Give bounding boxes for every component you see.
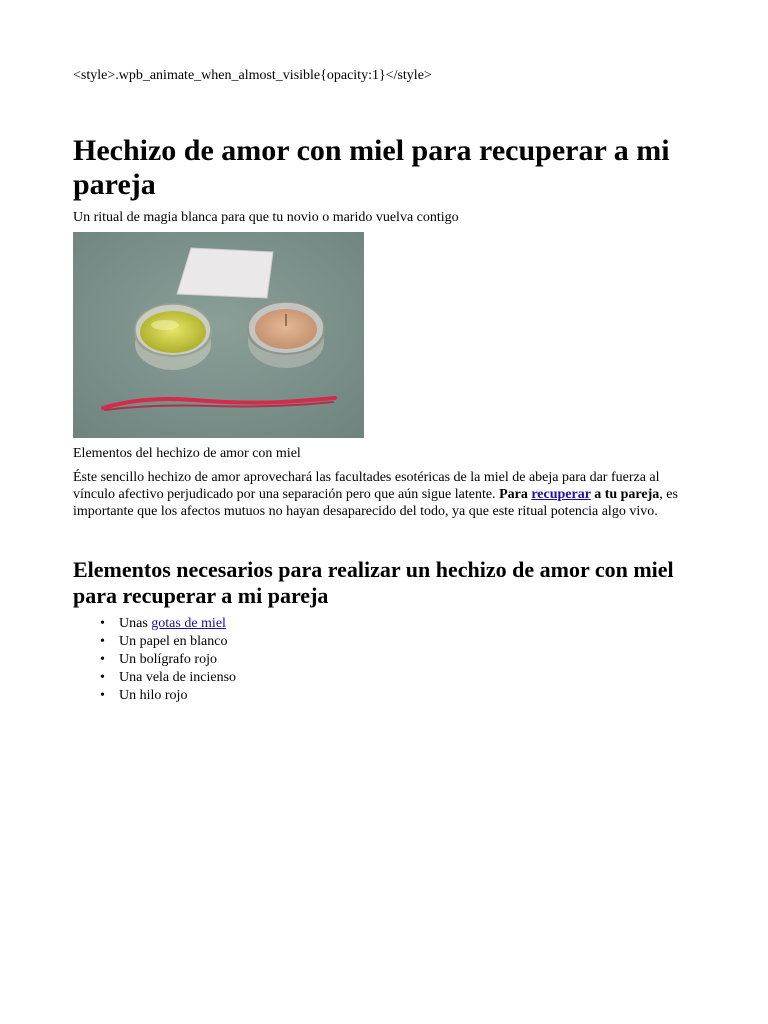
intro-text-2: , es importante que los afectos mutuos no hayan desaparecido del todo, ya que este ritual potencia algo vivo. bbox=[73, 487, 678, 519]
bullet-icon: • bbox=[100, 670, 105, 685]
section-heading: Elementos necesarios para realizar un hechizo de amor con miel para recuperar a mi pareja bbox=[73, 557, 674, 608]
list-item-text: Un papel en blanco bbox=[119, 634, 228, 649]
article-subtitle: Un ritual de magia blanca para que tu novio o marido vuelva contigo bbox=[73, 210, 459, 225]
intro-bold-2: a tu pareja bbox=[590, 487, 660, 502]
bullet-icon: • bbox=[100, 616, 105, 631]
list-item bbox=[73, 633, 236, 651]
bullet-icon: • bbox=[100, 652, 105, 667]
intro-text-1: Éste sencillo hechizo de amor aprovechará las facultades esotéricas de la miel de abeja para dar fuerza al vínculo afectivo perjudicado por una separación pero que aún sigue latente. bbox=[73, 470, 660, 502]
list-item bbox=[73, 615, 236, 633]
list-item-text: Un bolígrafo rojo bbox=[119, 652, 217, 667]
list-item-prefix: Unas bbox=[119, 616, 152, 631]
ingredients-list bbox=[73, 615, 236, 705]
list-item-text: Un hilo rojo bbox=[119, 688, 188, 703]
list-item bbox=[73, 669, 236, 687]
image-caption: Elementos del hechizo de amor con miel bbox=[73, 446, 301, 461]
candle-dish bbox=[248, 302, 324, 368]
article-title: Hechizo de amor con miel para recuperar a mi pareja bbox=[73, 134, 670, 201]
honey-dish bbox=[135, 304, 211, 370]
intro-paragraph bbox=[73, 469, 688, 520]
blank-paper bbox=[177, 248, 273, 298]
ritual-elements-photo bbox=[73, 232, 364, 438]
intro-bold-1: Para bbox=[499, 487, 532, 502]
list-item bbox=[73, 651, 236, 669]
bullet-icon: • bbox=[100, 634, 105, 649]
list-item-text: Una vela de incienso bbox=[119, 670, 237, 685]
raw-style-text: <style>.wpb_animate_when_almost_visible{opacity:1}</style> bbox=[73, 68, 432, 83]
gotas-de-miel-link[interactable]: gotas de miel bbox=[151, 616, 226, 631]
bullet-icon: • bbox=[100, 688, 105, 703]
list-item bbox=[73, 687, 236, 705]
recuperar-link[interactable]: recuperar bbox=[531, 487, 591, 502]
